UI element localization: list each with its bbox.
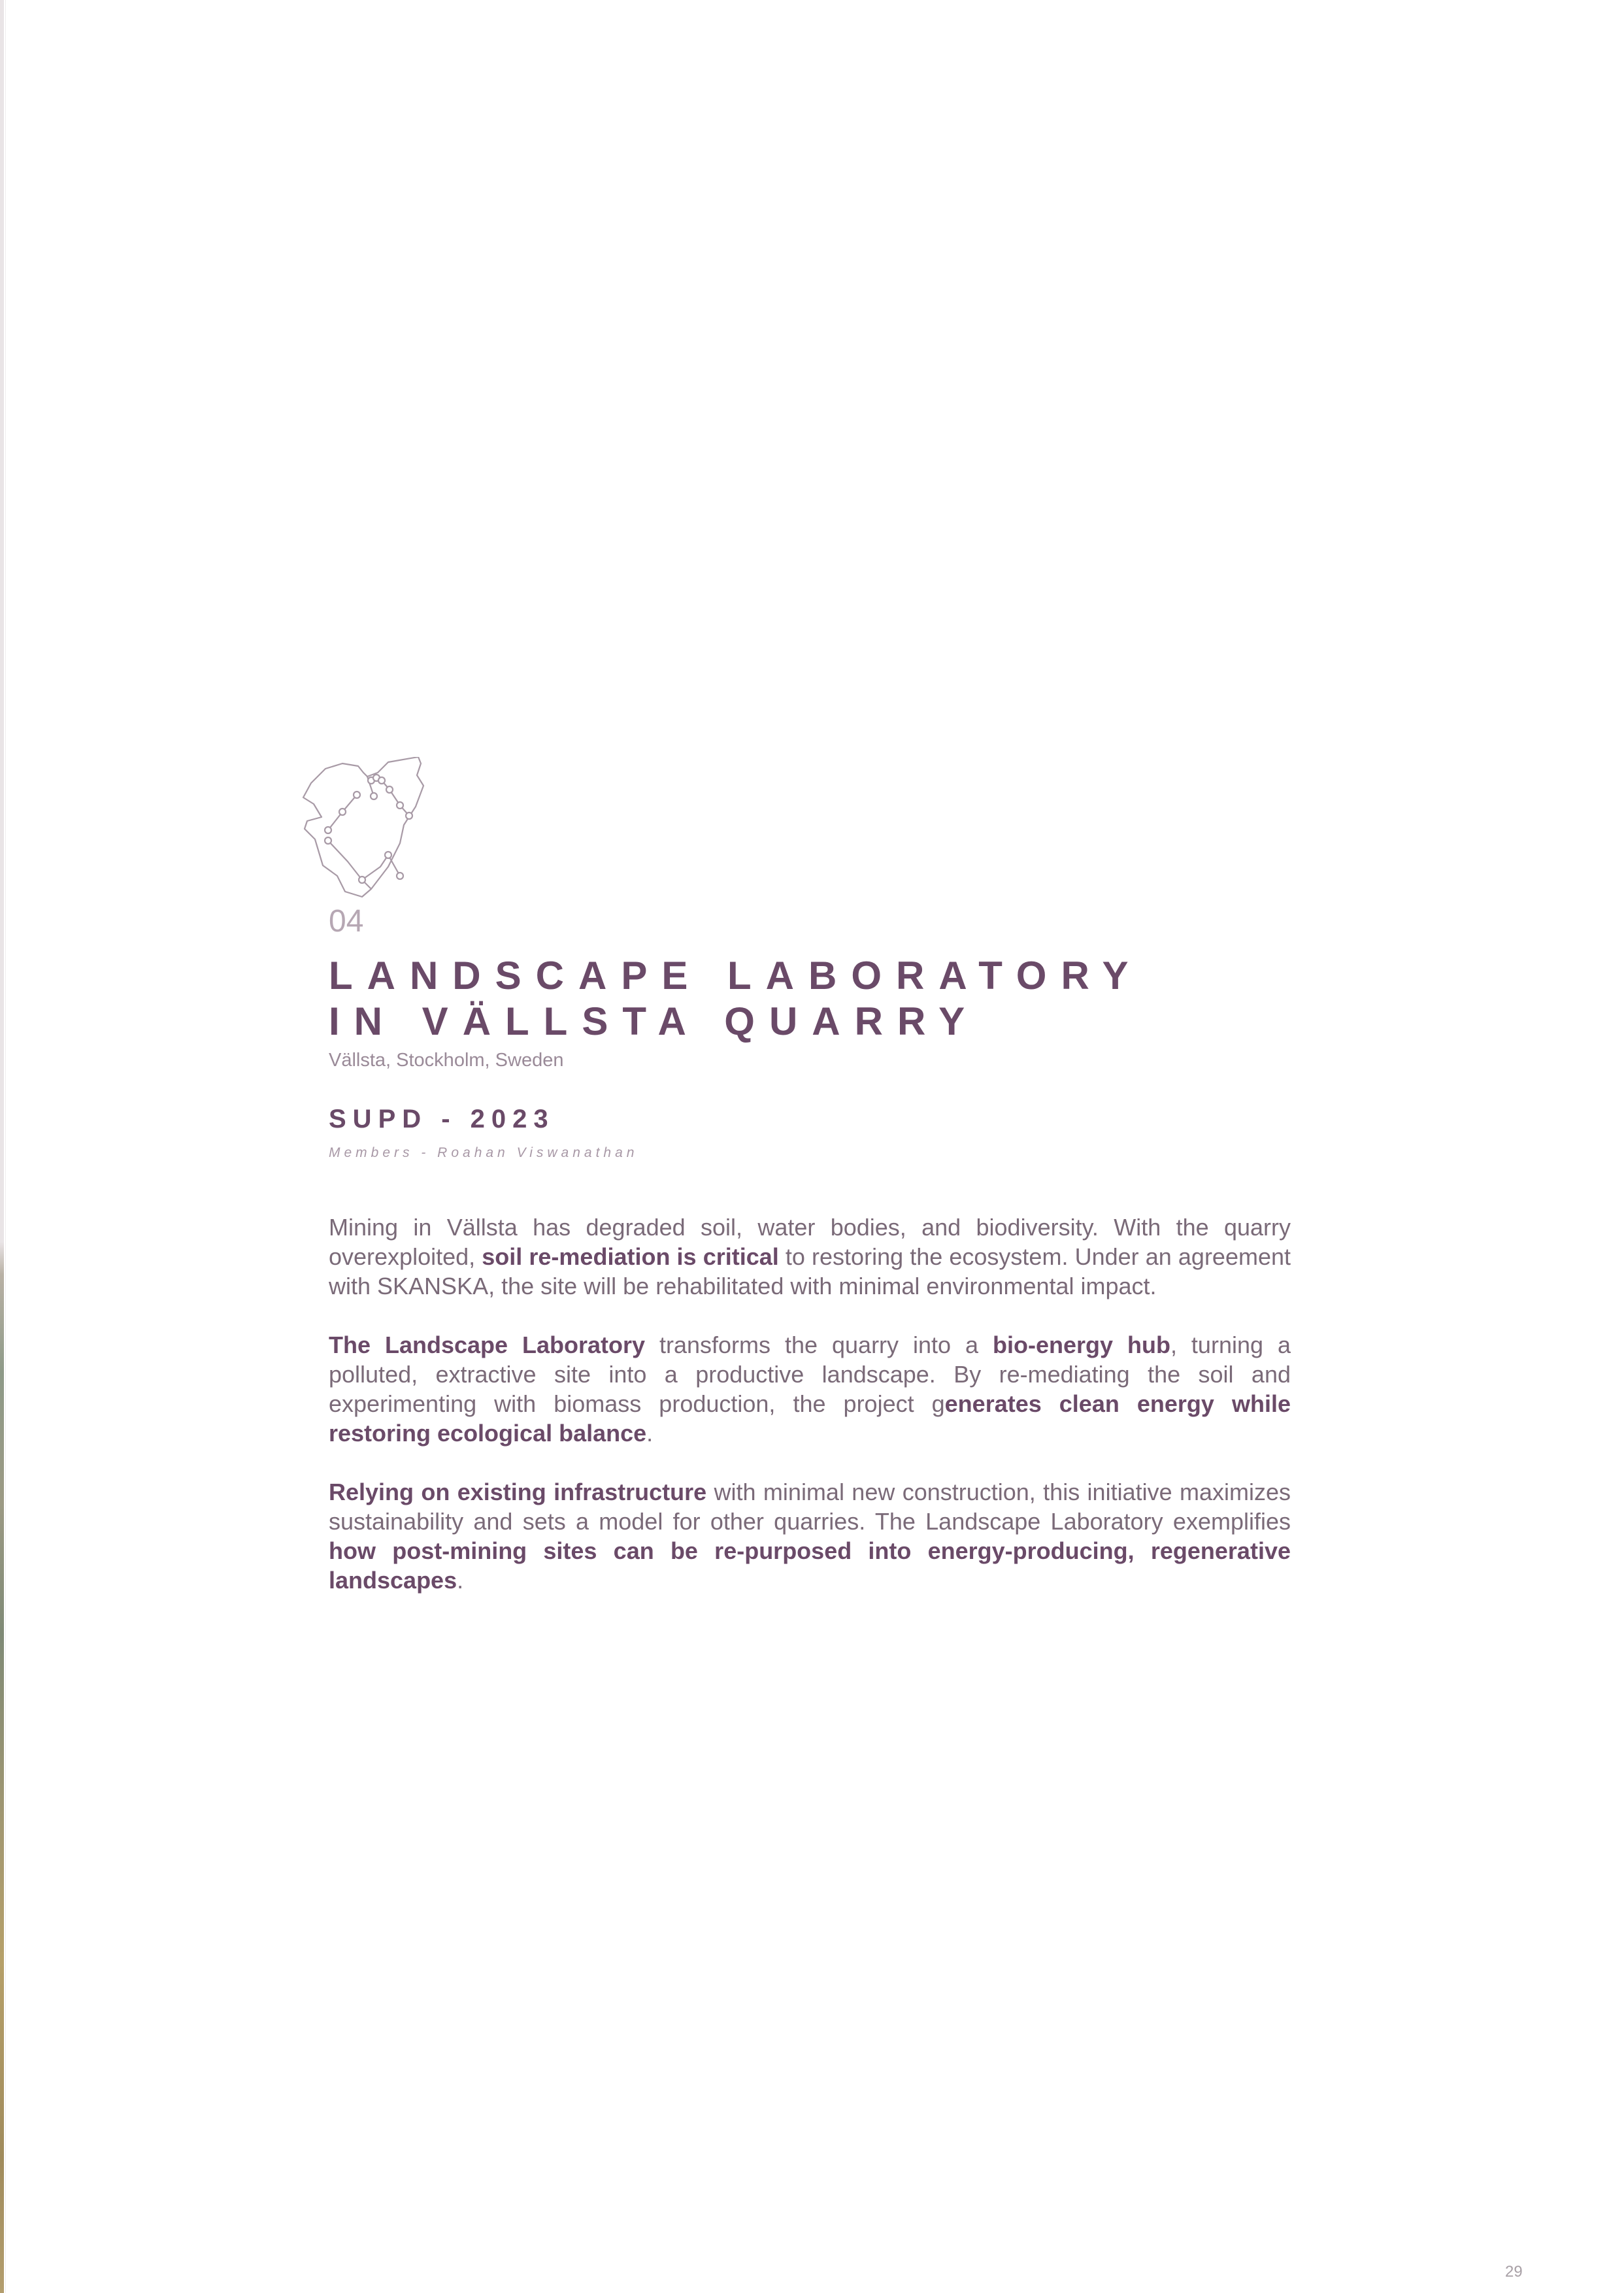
text-run: to restoring the ecosystem. Under an agreement with SKANSKA, the site will be rehabilitated with minimal environmental impact. xyxy=(329,1243,1291,1299)
text-run: Mining in Vällsta has degraded soil, water bodies, and biodiversity. With the quarry overexploited, xyxy=(329,1214,1291,1270)
text-run-bold: soil re-mediation is critical xyxy=(482,1243,779,1270)
description-paragraph xyxy=(329,1213,1291,1301)
page-edge-line xyxy=(5,0,6,2293)
text-run: . xyxy=(646,1420,654,1447)
text-run: , turning a polluted, extractive site into a productive landscape. By re-mediating the soil and experimenting with biomass production, the project g xyxy=(329,1331,1291,1417)
project-location: Vällsta, Stockholm, Sweden xyxy=(329,1050,564,1071)
text-run-bold: Relying on existing infrastructure xyxy=(329,1479,707,1505)
description-paragraph xyxy=(329,1477,1291,1595)
program-year: SUPD - 2023 xyxy=(329,1105,555,1133)
project-description xyxy=(329,1213,1291,1624)
project-title-line-2: IN VÄLLSTA QUARRY xyxy=(329,999,980,1043)
photo-edge-strip xyxy=(0,0,4,2293)
site-map-outline-icon xyxy=(302,757,433,901)
project-number: 04 xyxy=(329,904,364,939)
description-paragraph xyxy=(329,1330,1291,1448)
text-run-bold: enerates clean energy while restoring ecological balance xyxy=(329,1390,1291,1447)
page-number: 29 xyxy=(1505,2263,1523,2281)
text-run: . xyxy=(457,1567,464,1594)
text-run: with minimal new construction, this initiative maximizes sustainability and sets a model for other quarries. The Landscape Laboratory exemplifies xyxy=(329,1479,1291,1535)
project-title xyxy=(329,953,1143,1045)
project-title-line-1: LANDSCAPE LABORATORY xyxy=(329,954,1143,997)
text-run: transforms the quarry into a xyxy=(645,1331,993,1358)
project-members: Members - Roahan Viswanathan xyxy=(329,1145,638,1160)
text-run-bold: The Landscape Laboratory xyxy=(329,1331,646,1358)
text-run-bold: how post-mining sites can be re-purposed into energy-producing, regenerative landscapes xyxy=(329,1537,1291,1594)
text-run-bold: bio-energy hub xyxy=(993,1331,1170,1358)
